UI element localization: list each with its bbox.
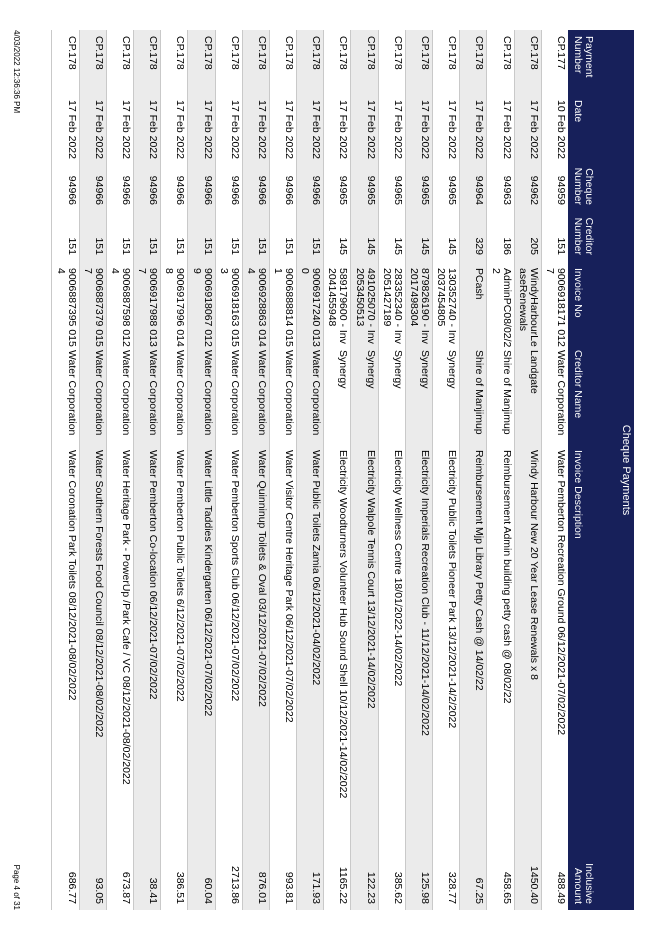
invoice-description-cell: Reimbursement Mjp Library Petty Cash @ 14/02/22	[473, 450, 486, 691]
date-cell: 17 Feb 2022	[473, 100, 486, 159]
payment-number-cell: CP.178	[446, 36, 459, 70]
invoice-no-cell: 9006887379 015 7	[81, 268, 105, 347]
inclusive-amount-cell: 1450.40	[527, 866, 540, 904]
invoice-description-cell: Water Pemberton Public Toilets 6/12/2021-07/02/2022	[174, 450, 187, 702]
header-invoice-no: Invoice No	[572, 268, 584, 318]
creditor-number-cell: 151	[147, 237, 160, 255]
inclusive-amount-cell: 673.87	[120, 871, 132, 904]
payment-number-cell: CP.178	[65, 36, 78, 70]
creditor-name-cell: Water Corporation	[283, 350, 296, 436]
invoice-description-cell: Water Pemberton Sports Club 06/12/2021-07/02/2022	[228, 450, 241, 702]
invoice-description-cell: Water Public Toilets Zamia 06/12/2021-04/02/2022	[310, 450, 323, 686]
creditor-name-cell: Water Corporation	[228, 350, 241, 436]
table-row	[351, 30, 378, 910]
payment-number-cell: CP.178	[255, 36, 268, 70]
creditor-number-cell: 151	[228, 237, 241, 255]
invoice-description-cell: Windy Harbour New 20 Year Lease Renewals x 8	[527, 450, 540, 680]
invoice-description-cell: Electricity Woodturners Volunteer Hub Sound Shell 10/12/2021-14/02/2022	[337, 450, 350, 799]
payment-number-cell: CP.178	[228, 36, 241, 70]
invoice-no-cell: 9006918163 015 3	[217, 268, 241, 347]
date-cell: 17 Feb 2022	[446, 100, 459, 159]
inclusive-amount-cell: 993.81	[283, 871, 296, 904]
invoice-description-cell: Electricity Public Toilets Pioneer Park 13/12/2021-14/2/2022	[446, 450, 459, 729]
creditor-name-cell: Water Corporation	[201, 350, 214, 436]
payment-number-cell: CP.178	[310, 36, 323, 70]
table-row	[242, 30, 269, 910]
payment-number-cell: CP.178	[473, 36, 486, 70]
invoice-no-cell: 9006918067 012 9	[190, 268, 214, 347]
table-header	[568, 30, 634, 910]
inclusive-amount-cell: 60.04	[201, 877, 214, 904]
inclusive-amount-cell: 171.93	[310, 871, 323, 904]
inclusive-amount-cell: 328.77	[446, 871, 459, 904]
invoice-no-cell: 9006928863 014 4	[244, 268, 268, 347]
cheque-number-cell: 94964	[473, 175, 486, 205]
cheque-number-cell: 94963	[500, 175, 513, 205]
creditor-number-cell: 151	[174, 237, 187, 255]
date-cell: 10 Feb 2022	[555, 100, 567, 159]
invoice-description-cell: Water Coronation Park Toilets 08/12/2021-08/02/2022	[65, 450, 78, 701]
table-row	[378, 30, 405, 910]
inclusive-amount-cell: 38.41	[147, 877, 160, 904]
creditor-name-cell: Water Corporation	[65, 350, 78, 436]
invoice-no-cell: 9006917240 013 0	[299, 268, 323, 347]
inclusive-amount-cell: 125.98	[419, 871, 432, 904]
creditor-name-cell: Synergy	[337, 350, 350, 389]
invoice-description-cell: Water Pemberton Recreation Ground 06/12/2021-07/02/2022	[555, 450, 567, 736]
table-row	[323, 30, 350, 910]
invoice-description-cell: Electricity Wellness Centre 18/01/2022-14/02/2022	[391, 450, 404, 687]
invoice-description-cell: Water Quinninup Toilets & Oval 03/12/2021-07/02/2022	[255, 450, 268, 707]
creditor-number-cell: 151	[310, 237, 323, 255]
payment-number-cell: CP.178	[419, 36, 432, 70]
invoice-description-cell: Reimbursement Admin building petty cash @ 08/02/22	[500, 450, 513, 704]
invoice-description-cell: Electricity Imperials Recreation Club - 11/12/2021-14/02/2022	[419, 450, 432, 736]
date-cell: 17 Feb 2022	[283, 100, 296, 159]
creditor-number-cell: 151	[92, 237, 105, 255]
payment-number-cell: CP.178	[201, 36, 214, 70]
cheque-number-cell: 94962	[527, 175, 540, 205]
date-cell: 17 Feb 2022	[228, 100, 241, 159]
print-timestamp: 4/03/2022 12:36:36 PM	[12, 30, 21, 114]
inclusive-amount-cell: 386.51	[174, 871, 187, 904]
invoice-description-cell: Water Heritage Park - PowerUp /Park Cafe / VC 08/12/2021-08/02/2022	[120, 450, 132, 785]
inclusive-amount-cell: 686.77	[65, 871, 78, 904]
page-number: Page 4 of 31	[12, 864, 21, 910]
cheque-number-cell: 94966	[283, 175, 296, 205]
date-cell: 17 Feb 2022	[337, 100, 350, 159]
payment-number-cell: CP.178	[391, 36, 404, 70]
creditor-name-cell: Water Corporation	[147, 350, 160, 436]
table-row	[51, 30, 78, 910]
creditor-number-cell: 151	[283, 237, 296, 255]
date-cell: 17 Feb 2022	[65, 100, 78, 159]
header-creditor-number: Creditor Number	[572, 217, 595, 255]
payment-number-cell: CP.177	[555, 36, 567, 70]
creditor-name-cell: Water Corporation	[120, 350, 132, 436]
header-payment-number: Payment Number	[572, 36, 595, 78]
cheque-number-cell: 94965	[337, 175, 350, 205]
creditor-name-cell: Synergy	[419, 350, 432, 389]
payment-number-cell: CP.178	[174, 36, 187, 70]
inclusive-amount-cell: 1165.22	[337, 866, 350, 904]
cheque-number-cell: 94966	[147, 175, 160, 205]
creditor-name-cell: Water Corporation	[174, 350, 187, 436]
cheque-number-cell: 94966	[255, 175, 268, 205]
table-row	[79, 30, 106, 910]
inclusive-amount-cell: 2713.86	[228, 866, 241, 904]
date-cell: 17 Feb 2022	[364, 100, 377, 159]
payment-number-cell: CP.178	[92, 36, 105, 70]
cheque-number-cell: 94965	[446, 175, 459, 205]
payment-number-cell: CP.178	[527, 36, 540, 70]
date-cell: 17 Feb 2022	[527, 100, 540, 159]
date-cell: 17 Feb 2022	[92, 100, 105, 159]
payment-number-cell: CP.178	[147, 36, 160, 70]
inclusive-amount-cell: 385.62	[391, 871, 404, 904]
table-body	[51, 30, 568, 910]
creditor-name-cell: Water Corporation	[555, 350, 567, 436]
creditor-number-cell: 205	[527, 237, 540, 255]
inclusive-amount-cell: 122.23	[364, 871, 377, 904]
header-date: Date	[572, 100, 584, 123]
table-row	[486, 30, 513, 910]
creditor-name-cell: Water Corporation	[92, 350, 105, 436]
date-cell: 17 Feb 2022	[120, 100, 132, 159]
creditor-name-cell: Synergy	[446, 350, 459, 389]
table-row	[405, 30, 432, 910]
table-row	[459, 30, 486, 910]
creditor-number-cell: 151	[555, 237, 567, 255]
invoice-no-cell: AdminPC08/02/2 2	[489, 268, 513, 348]
cheque-number-cell: 94965	[391, 175, 404, 205]
payment-number-cell: CP.178	[120, 36, 132, 70]
table-row	[133, 30, 160, 910]
cheque-number-cell: 94966	[201, 175, 214, 205]
invoice-no-cell: 9006888814 015 1	[272, 268, 296, 347]
date-cell: 17 Feb 2022	[147, 100, 160, 159]
cheque-number-cell: 94965	[419, 175, 432, 205]
creditor-name-cell: Water Corporation	[255, 350, 268, 436]
creditor-name-cell: Synergy	[391, 350, 404, 389]
invoice-description-cell: Water Little Taddies Kindergarten 06/12/2021-07/02/2022	[201, 450, 214, 717]
creditor-number-cell: 151	[201, 237, 214, 255]
cheque-number-cell: 94966	[174, 175, 187, 205]
header-creditor-name: Creditor Name	[572, 350, 584, 419]
table-row	[106, 30, 133, 910]
creditor-number-cell: 145	[337, 237, 350, 255]
cheque-number-cell: 94965	[364, 175, 377, 205]
header-cheque-number: Cheque Number	[572, 167, 595, 205]
invoice-no-cell: 9006887598 012 4	[109, 268, 132, 347]
invoice-no-cell: 491025070 - Inv 2053450513	[353, 268, 377, 344]
cheque-number-cell: 94959	[555, 175, 567, 205]
invoice-description-cell: Water Pemberton Co-location 06/12/2021-07/02/2022	[147, 450, 160, 700]
table-row	[269, 30, 296, 910]
invoice-no-cell: 9006917996 014 8	[163, 268, 187, 347]
table-row	[187, 30, 214, 910]
table-row	[541, 30, 568, 910]
creditor-name-cell: Water Corporation	[310, 350, 323, 436]
creditor-name-cell: Synergy	[364, 350, 377, 389]
table-row	[160, 30, 187, 910]
creditor-number-cell: 186	[500, 237, 513, 255]
date-cell: 17 Feb 2022	[255, 100, 268, 159]
section-title: Cheque Payments	[620, 424, 632, 516]
invoice-no-cell: 283352340 - Inv 2051427189	[380, 268, 404, 344]
inclusive-amount-cell: 876.01	[255, 871, 268, 904]
header-inclusive-amount: Inclusive Amount	[572, 863, 595, 904]
creditor-name-cell: Shire of Manjimup	[500, 350, 513, 435]
invoice-no-cell: 130352740 - Inv 2037454805	[435, 268, 459, 344]
creditor-number-cell: 145	[419, 237, 432, 255]
invoice-no-cell: 879826190 - Inv 2017498304	[408, 268, 432, 344]
inclusive-amount-cell: 488.49	[555, 871, 567, 904]
date-cell: 17 Feb 2022	[174, 100, 187, 159]
creditor-number-cell: 151	[120, 237, 132, 255]
creditor-name-cell: Shire of Manjimup	[473, 350, 486, 435]
cheque-number-cell: 94966	[310, 175, 323, 205]
inclusive-amount-cell: 93.05	[92, 877, 105, 904]
table-row	[432, 30, 459, 910]
creditor-name-cell: Landgate	[527, 350, 540, 394]
payment-number-cell: CP.178	[500, 36, 513, 70]
invoice-description-cell: Water Southern Forests Food Council 08/12/2021-08/02/2022	[92, 450, 105, 738]
table-row	[296, 30, 323, 910]
creditor-number-cell: 151	[65, 237, 78, 255]
payment-number-cell: CP.178	[283, 36, 296, 70]
date-cell: 17 Feb 2022	[201, 100, 214, 159]
table-row	[514, 30, 541, 910]
creditor-number-cell: 145	[391, 237, 404, 255]
cheque-number-cell: 94966	[228, 175, 241, 205]
header-invoice-description: Invoice Description	[572, 450, 584, 539]
inclusive-amount-cell: 67.25	[473, 877, 486, 904]
inclusive-amount-cell: 458.65	[500, 871, 513, 904]
payment-number-cell: CP.178	[337, 36, 350, 70]
creditor-number-cell: 145	[364, 237, 377, 255]
invoice-no-cell: 9006917988 013 7	[136, 268, 160, 347]
cheque-number-cell: 94966	[120, 175, 132, 205]
invoice-no-cell: WindyHarbourLe aseRenewals	[516, 268, 540, 347]
invoice-no-cell: 9006887395 015 4	[54, 268, 78, 347]
invoice-no-cell: 589179600 - Inv 2041455948	[326, 268, 350, 344]
creditor-number-cell: 329	[473, 237, 486, 255]
table-row	[215, 30, 242, 910]
payment-number-cell: CP.178	[364, 36, 377, 70]
cheque-number-cell: 94966	[65, 175, 78, 205]
date-cell: 17 Feb 2022	[419, 100, 432, 159]
creditor-number-cell: 145	[446, 237, 459, 255]
invoice-no-cell: PCash	[473, 268, 486, 300]
date-cell: 17 Feb 2022	[310, 100, 323, 159]
invoice-no-cell: 9006918171 012 7	[544, 268, 567, 347]
date-cell: 17 Feb 2022	[500, 100, 513, 159]
invoice-description-cell: Water Visitor Centre Heritage Park 06/12/2021-07/02/2022	[283, 450, 296, 723]
date-cell: 17 Feb 2022	[391, 100, 404, 159]
invoice-description-cell: Electricity Walpole Tennis Court 13/12/2021-14/02/2022	[364, 450, 377, 709]
creditor-number-cell: 151	[255, 237, 268, 255]
cheque-number-cell: 94966	[92, 175, 105, 205]
